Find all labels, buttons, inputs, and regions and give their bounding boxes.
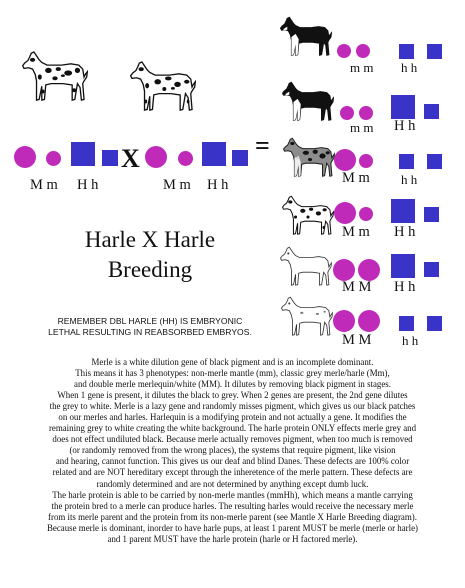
body-line: from its merle parent and the protein from its non-merle parent (see Mantle X Harle Breeding diagram). bbox=[48, 511, 417, 522]
merle-big-circle-icon bbox=[333, 310, 355, 332]
merle-small-circle-icon bbox=[359, 154, 373, 168]
merle-small-circle-icon bbox=[340, 106, 354, 120]
merle-small-circle-icon bbox=[359, 106, 373, 120]
harle-big-square-icon bbox=[202, 142, 226, 166]
merle-small-circle-icon bbox=[178, 151, 193, 166]
merle-small-circle-icon bbox=[359, 207, 373, 221]
merle-big-circle-icon bbox=[334, 202, 356, 224]
parent-left-m-label: M m bbox=[30, 177, 58, 193]
harle-small-square-icon bbox=[102, 150, 118, 166]
body-line: related and are NOT hereditary except through the inheretence of the merle pattern. These defects are bbox=[52, 467, 413, 478]
harle-small-square-icon bbox=[399, 316, 414, 331]
harle-big-square-icon bbox=[391, 95, 415, 119]
harle-big-square-icon bbox=[391, 254, 415, 278]
harle-small-square-icon bbox=[424, 104, 439, 119]
harle-small-square-icon bbox=[424, 207, 439, 222]
body-line: randomly determined and are not determined by anything except dumb luck. bbox=[96, 478, 369, 489]
harle-small-square-icon bbox=[427, 44, 442, 59]
body-line: This means it has 3 phenotypes: non-merle mantle (mm), classic grey merle/harle (Mm), bbox=[75, 368, 390, 379]
offspring-3-dog-merle bbox=[283, 135, 335, 181]
offspring-3-h-label: h h bbox=[401, 172, 418, 187]
merle-big-circle-icon bbox=[14, 146, 36, 168]
title-line-1: Harle X Harle bbox=[84, 227, 216, 252]
body-line: Because merle is dominant, inorder to have harle pups, at least 1 parent MUST be merle (merle or harle) bbox=[47, 522, 418, 533]
offspring-4-m-label: M m bbox=[342, 224, 370, 240]
body-line: and 1 parent MUST have the harle protein (harle or H factored merle). bbox=[107, 533, 358, 544]
merle-small-circle-icon bbox=[337, 44, 351, 58]
equals-symbol: = bbox=[255, 131, 270, 160]
parent-right-h-label: H h bbox=[207, 177, 229, 193]
offspring-4-dog-harle bbox=[282, 193, 334, 239]
diagram-title bbox=[60, 225, 240, 285]
title-line-2: Breeding bbox=[107, 257, 193, 282]
offspring-5-m-label: M M bbox=[342, 279, 372, 295]
offspring-1-dog-mantle bbox=[280, 14, 332, 60]
body-line: and double merle merlequin/white (MM). It dilutes by removing black pigment in stages. bbox=[74, 379, 391, 390]
warning-line-1: REMEMBER DBL HARLE (HH) IS EMBRYONIC bbox=[57, 316, 243, 326]
body-line: The harle protein is able to be carried by non-merle mantles (mmHh), which means a mantle carrying bbox=[52, 489, 413, 500]
harle-big-square-icon bbox=[391, 199, 415, 223]
offspring-6-h-label: h h bbox=[402, 333, 419, 348]
lethal-warning bbox=[30, 316, 270, 338]
body-line: When 1 gene is present, it dilutes the black to grey. When 2 genes are present, the 2nd gene dilutes bbox=[57, 390, 408, 401]
parent-left-dog-harle bbox=[22, 48, 88, 106]
offspring-2-m-label: m m bbox=[350, 120, 374, 135]
merle-big-circle-icon bbox=[334, 149, 356, 171]
body-line: does not effect undiluted black. Because merle actually removes pigment, when too much is removed bbox=[52, 434, 413, 445]
cross-symbol: X bbox=[121, 144, 140, 173]
parent-left-h-label: H h bbox=[77, 177, 99, 193]
body-line: Merle is a white dilution gene of black pigment and is an incomplete dominant. bbox=[91, 357, 374, 367]
harle-small-square-icon bbox=[232, 150, 248, 166]
parent-right-m-label: M m bbox=[163, 177, 191, 193]
offspring-1-h-label: h h bbox=[401, 60, 418, 75]
harle-small-square-icon bbox=[424, 262, 439, 277]
body-line: (or randomly removed from the wrong places), the systems that require pigment, like vision bbox=[69, 445, 396, 456]
harle-small-square-icon bbox=[427, 316, 442, 331]
offspring-5-h-label: H h bbox=[394, 279, 416, 295]
explanation-text bbox=[6, 357, 459, 545]
harle-small-square-icon bbox=[399, 44, 414, 59]
offspring-6-m-label: M M bbox=[342, 332, 372, 348]
offspring-4-h-label: H h bbox=[394, 224, 416, 240]
warning-line-2: LETHAL RESULTING IN REABSORBED EMBRYOS. bbox=[48, 327, 252, 337]
harle-small-square-icon bbox=[427, 154, 442, 169]
offspring-6-dog-white bbox=[281, 294, 333, 340]
body-line: on our merles and harles. Harlequin is a modifying protein and not actually a gene. It modifies the bbox=[58, 412, 407, 423]
harle-small-square-icon bbox=[399, 154, 414, 169]
parent-right-dog-harle bbox=[130, 58, 196, 116]
offspring-1-m-label: m m bbox=[350, 60, 374, 75]
body-line: remaining grey to white creating the white background. The harle protein ONLY effects merle grey and bbox=[48, 423, 417, 434]
body-line: the protein bred to a merle can produce harles. The resulting harles would receive the necessary merle bbox=[51, 500, 414, 511]
offspring-2-h-label: H h bbox=[394, 118, 416, 134]
offspring-2-dog-mantle bbox=[282, 79, 334, 125]
offspring-5-dog-white bbox=[280, 244, 332, 290]
merle-small-circle-icon bbox=[356, 44, 370, 58]
offspring-3-m-label: M m bbox=[342, 170, 370, 186]
harle-big-square-icon bbox=[71, 142, 95, 166]
merle-big-circle-icon bbox=[145, 146, 167, 168]
body-line: and hearing, cannot function. This gives us our deaf and blind Danes. These defects are 100% color bbox=[55, 456, 410, 467]
merle-big-circle-icon bbox=[333, 259, 355, 281]
body-line: the grey to white. Merle is a lazy gene and randomly misses pigment, which gives us our black patches bbox=[49, 401, 416, 412]
merle-big-circle-icon bbox=[358, 310, 380, 332]
merle-big-circle-icon bbox=[358, 259, 380, 281]
merle-small-circle-icon bbox=[46, 151, 61, 166]
